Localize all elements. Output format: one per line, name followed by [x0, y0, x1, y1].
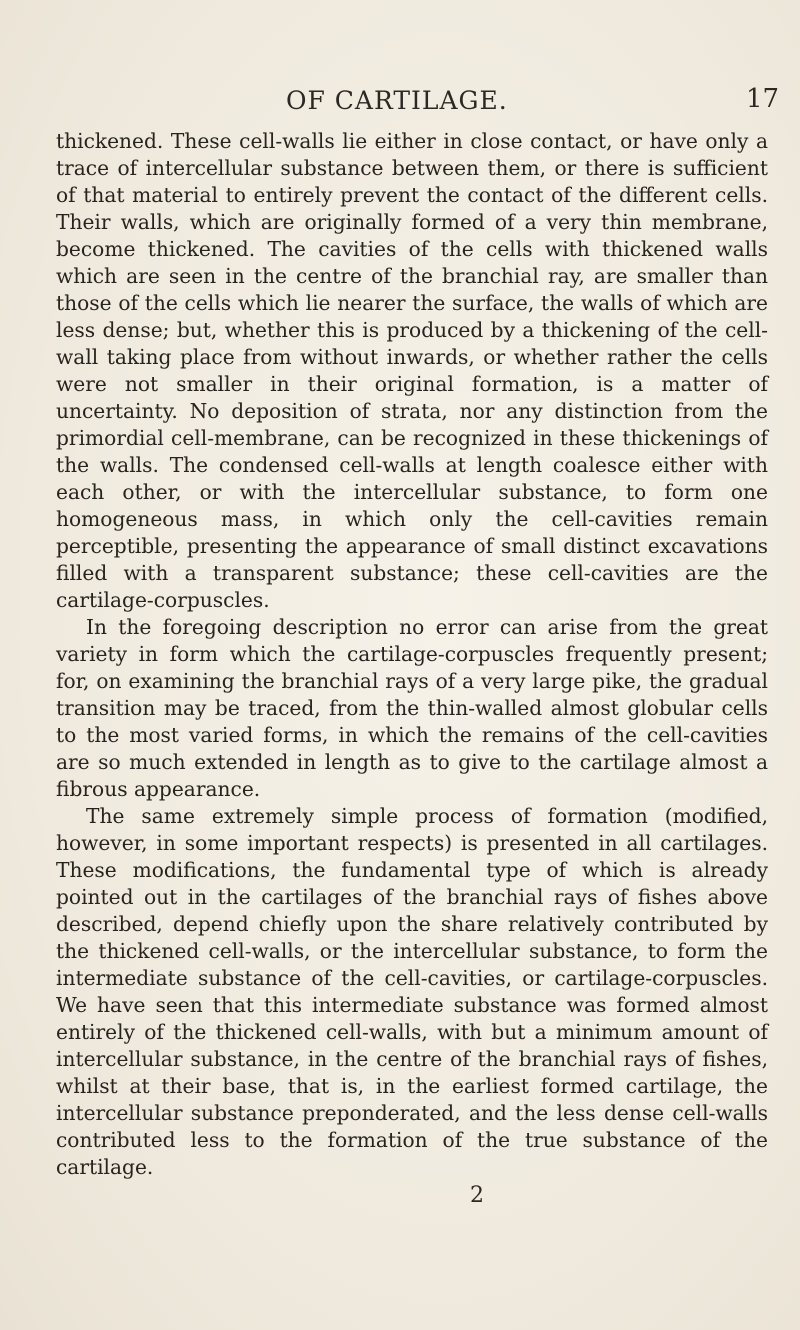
paragraph-1: thickened. These cell-walls lie either in close contact, or have only a trace of intercellular substance between them, or there is sufficient of that material to entirely prevent the contact of the different cells. Their walls, which are originally formed of a very thin membrane, become thickened. The cavities of the cells with thickened walls which are seen in the centre of the branchial ray, are smaller than those of the cells which lie nearer the surface, the walls of which are less dense; but, whether this is produced by a thickening of the cell-wall taking place from without inwards, or whether rather the cells were not smaller in their original formation, is a matter of uncertainty. No deposition of strata, nor any distinction from the primordial cell-membrane, can be recognized in these thickenings of the walls. The condensed cell-walls at length coalesce either with each other, or with the intercellular substance, to form one homogeneous mass, in which only the cell-cavities remain perceptible, presenting the appearance of small distinct excavations filled with a transparent substance; these cell-cavities are the cartilage-corpuscles.: [56, 129, 768, 612]
paragraph-2: In the foregoing description no error can arise from the great variety in form which the cartilage-corpuscles frequently present; for, on examining the branchial rays of a very large pike, the gradual transition may be traced, from the thin-walled almost globular cells to the most varied forms, in which the remains of the cell-cavities are so much extended in length as to give to the cartilage almost a fibrous appearance.: [56, 615, 768, 801]
running-head: [0, 86, 800, 120]
body-text: [56, 128, 768, 1181]
paragraph-3: The same extremely simple process of formation (modified, however, in some important respects) is presented in all cartilages. These modifications, the fundamental type of which is already pointed out in the cartilages of the branchial rays of fishes above described, depend chiefly upon the share relatively contributed by the thickened cell-walls, or the intercellular substance, to form the intermediate substance of the cell-cavities, or cartilage-corpuscles. We have seen that this intermediate substance was formed almost entirely of the thickened cell-walls, with but a minimum amount of intercellular substance, in the centre of the branchial rays of fishes, whilst at their base, that is, in the earliest formed cartilage, the intercellular substance preponderated, and the less dense cell-walls contributed less to the formation of the true substance of the cartilage.: [56, 804, 768, 1179]
signature-mark: 2: [470, 1183, 484, 1208]
running-title: OF CARTILAGE.: [286, 86, 508, 115]
page-number: 17: [746, 84, 780, 114]
